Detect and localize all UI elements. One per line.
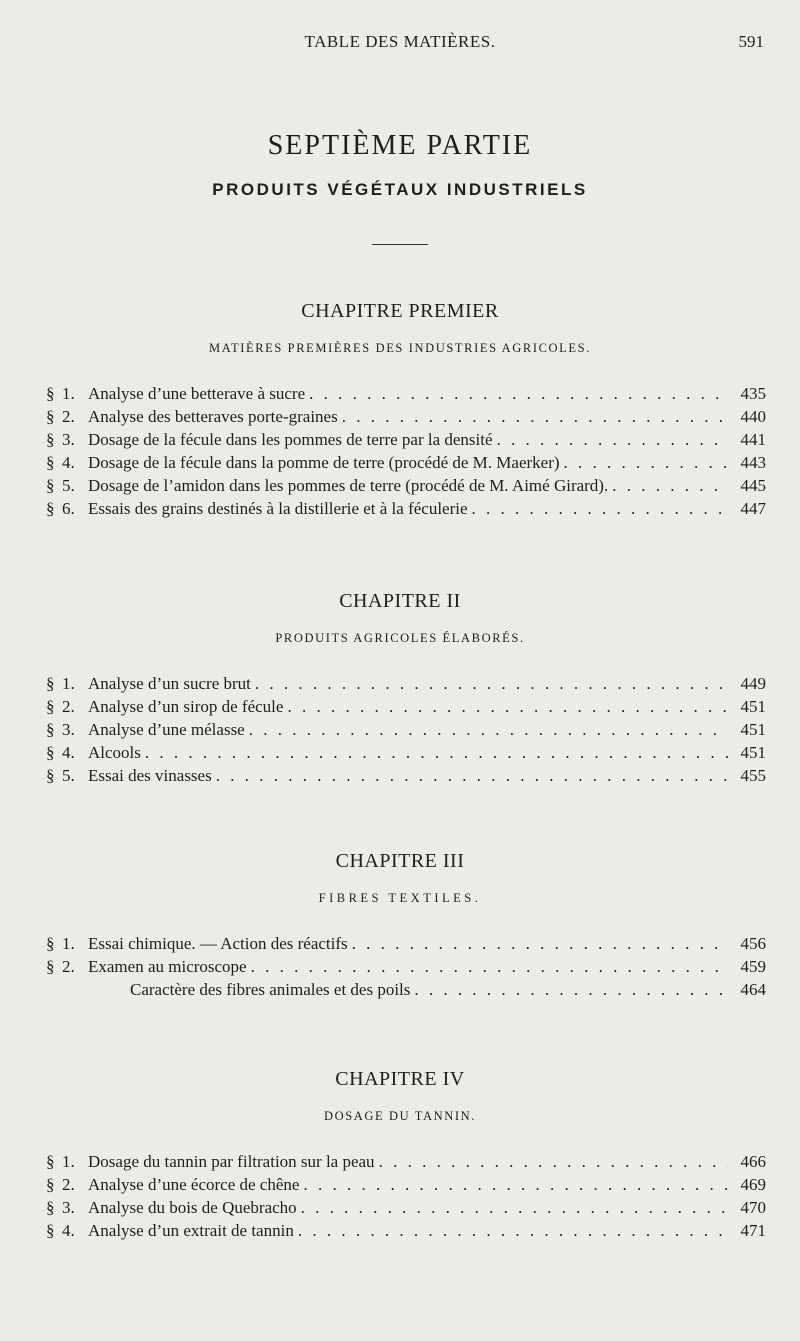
dot-leader bbox=[497, 428, 728, 451]
toc-entry bbox=[46, 718, 766, 741]
entry-title: Analyse d’une betterave à sucre bbox=[88, 384, 306, 403]
entry-title: Analyse du bois de Quebracho bbox=[88, 1198, 297, 1217]
dot-leader bbox=[251, 955, 728, 978]
entry-page: 445 bbox=[740, 476, 766, 495]
toc-entry bbox=[46, 428, 766, 451]
section-sign: § bbox=[46, 957, 55, 976]
section-sign: § bbox=[46, 384, 55, 403]
section-sign: § bbox=[46, 697, 55, 716]
dot-leader bbox=[612, 474, 728, 497]
toc-entry bbox=[46, 474, 766, 497]
entry-number: 3. bbox=[62, 720, 75, 739]
running-title: TABLE DES MATIÈRES. bbox=[304, 32, 496, 51]
toc-entry bbox=[46, 932, 766, 955]
dot-leader bbox=[379, 1150, 728, 1173]
entry-page: 451 bbox=[740, 720, 766, 739]
toc-entry bbox=[46, 695, 766, 718]
toc-entries bbox=[46, 1150, 766, 1242]
dot-leader bbox=[342, 405, 728, 428]
dot-leader bbox=[249, 718, 728, 741]
entry-page: 470 bbox=[740, 1198, 766, 1217]
section-sign: § bbox=[46, 407, 55, 426]
entry-page: 469 bbox=[740, 1175, 766, 1194]
entry-title: Analyse d’une écorce de chêne bbox=[88, 1175, 300, 1194]
entry-title: Dosage de la fécule dans les pommes de terre par la densité bbox=[88, 430, 493, 449]
divider-rule bbox=[372, 244, 428, 245]
chapter-title: CHAPITRE PREMIER bbox=[301, 300, 499, 322]
entry-number: 2. bbox=[62, 1175, 75, 1194]
section-sign: § bbox=[46, 476, 55, 495]
entry-title: Analyse d’un sirop de fécule bbox=[88, 697, 284, 716]
part-title: SEPTIÈME PARTIE bbox=[267, 130, 533, 161]
dot-leader bbox=[414, 978, 728, 1001]
section-sign: § bbox=[46, 453, 55, 472]
dot-leader bbox=[472, 497, 728, 520]
chapter-2 bbox=[0, 586, 800, 787]
toc-entries bbox=[46, 672, 766, 787]
toc-entry bbox=[46, 978, 766, 1001]
section-sign: § bbox=[46, 1198, 55, 1217]
entry-page: 451 bbox=[740, 697, 766, 716]
entry-title: Analyse d’un sucre brut bbox=[88, 674, 251, 693]
toc-entry bbox=[46, 1196, 766, 1219]
section-sign: § bbox=[46, 499, 55, 518]
dot-leader bbox=[303, 1173, 728, 1196]
toc-entry bbox=[46, 955, 766, 978]
dot-leader bbox=[301, 1196, 728, 1219]
entry-number: 4. bbox=[62, 1221, 75, 1240]
section-sign: § bbox=[46, 743, 55, 762]
entry-page: 449 bbox=[740, 674, 766, 693]
chapter-title: CHAPITRE III bbox=[335, 850, 465, 872]
entry-page: 447 bbox=[740, 499, 766, 518]
entry-number: 5. bbox=[62, 766, 75, 785]
toc-entry bbox=[46, 1150, 766, 1173]
section-sign: § bbox=[46, 1152, 55, 1171]
chapter-subtitle: PRODUITS AGRICOLES ÉLABORÉS. bbox=[275, 631, 525, 645]
toc-entry bbox=[46, 405, 766, 428]
dot-leader bbox=[287, 695, 728, 718]
dot-leader bbox=[352, 932, 728, 955]
dot-leader bbox=[216, 764, 728, 787]
entry-page: 443 bbox=[740, 453, 766, 472]
entry-number: 3. bbox=[62, 430, 75, 449]
section-sign: § bbox=[46, 674, 55, 693]
chapter-1 bbox=[0, 296, 800, 520]
section-sign: § bbox=[46, 1175, 55, 1194]
entry-number: 4. bbox=[62, 743, 75, 762]
entry-number: 2. bbox=[62, 957, 75, 976]
dot-leader bbox=[255, 672, 728, 695]
entry-number: 5. bbox=[62, 476, 75, 495]
entry-title: Analyse des betteraves porte-graines bbox=[88, 407, 338, 426]
dot-leader bbox=[309, 382, 728, 405]
chapter-subtitle: FIBRES TEXTILES. bbox=[318, 891, 482, 905]
entry-title: Dosage de la fécule dans la pomme de terre (procédé de M. Maerker) bbox=[88, 453, 560, 472]
entry-number: 1. bbox=[62, 1152, 75, 1171]
entry-number: 1. bbox=[62, 384, 75, 403]
entry-page: 441 bbox=[740, 430, 766, 449]
entry-title: Analyse d’une mélasse bbox=[88, 720, 245, 739]
toc-entry bbox=[46, 1219, 766, 1242]
toc-entry bbox=[46, 382, 766, 405]
page-number: 591 bbox=[738, 32, 764, 51]
entry-number: 6. bbox=[62, 499, 75, 518]
entry-page: 459 bbox=[740, 957, 766, 976]
entry-page: 456 bbox=[740, 934, 766, 953]
chapter-title: CHAPITRE II bbox=[339, 590, 461, 612]
entry-page: 471 bbox=[740, 1221, 766, 1240]
toc-entry bbox=[46, 497, 766, 520]
entry-page: 440 bbox=[740, 407, 766, 426]
chapter-3 bbox=[0, 846, 800, 1001]
section-sign: § bbox=[46, 1221, 55, 1240]
dot-leader bbox=[564, 451, 728, 474]
entry-number: 1. bbox=[62, 934, 75, 953]
section-sign: § bbox=[46, 766, 55, 785]
entry-title: Essai chimique. — Action des réactifs bbox=[88, 934, 348, 953]
entry-page: 464 bbox=[740, 980, 766, 999]
entry-title: Dosage du tannin par filtration sur la peau bbox=[88, 1152, 375, 1171]
chapter-title: CHAPITRE IV bbox=[335, 1068, 465, 1090]
entry-page: 451 bbox=[740, 743, 766, 762]
entry-number: 2. bbox=[62, 407, 75, 426]
part-subtitle: PRODUITS VÉGÉTAUX INDUSTRIELS bbox=[212, 180, 588, 199]
dot-leader bbox=[145, 741, 728, 764]
toc-entries bbox=[46, 932, 766, 1001]
toc-entry bbox=[46, 1173, 766, 1196]
entry-number: 2. bbox=[62, 697, 75, 716]
entry-title: Alcools bbox=[88, 743, 141, 762]
toc-entries bbox=[46, 382, 766, 520]
chapter-4 bbox=[0, 1064, 800, 1242]
entry-number: 3. bbox=[62, 1198, 75, 1217]
entry-title: Examen au microscope bbox=[88, 957, 247, 976]
entry-title: Essais des grains destinés à la distillerie et à la féculerie bbox=[88, 499, 468, 518]
entry-number: 4. bbox=[62, 453, 75, 472]
dot-leader bbox=[298, 1219, 728, 1242]
toc-entry bbox=[46, 672, 766, 695]
entry-number: 1. bbox=[62, 674, 75, 693]
chapter-subtitle: MATIÈRES PREMIÈRES DES INDUSTRIES AGRICOLES. bbox=[209, 341, 591, 355]
chapter-subtitle: DOSAGE DU TANNIN. bbox=[323, 1109, 476, 1123]
toc-entry bbox=[46, 764, 766, 787]
entry-title: Caractère des fibres animales et des poils bbox=[130, 980, 411, 999]
section-sign: § bbox=[46, 934, 55, 953]
entry-page: 455 bbox=[740, 766, 766, 785]
entry-title: Essai des vinasses bbox=[88, 766, 212, 785]
section-sign: § bbox=[46, 720, 55, 739]
entry-page: 435 bbox=[740, 384, 766, 403]
entry-title: Dosage de l’amidon dans les pommes de terre (procédé de M. Aimé Girard). bbox=[88, 476, 609, 495]
entry-title: Analyse d’un extrait de tannin bbox=[88, 1221, 294, 1240]
toc-entry bbox=[46, 741, 766, 764]
section-sign: § bbox=[46, 430, 55, 449]
entry-page: 466 bbox=[740, 1152, 766, 1171]
toc-entry bbox=[46, 451, 766, 474]
